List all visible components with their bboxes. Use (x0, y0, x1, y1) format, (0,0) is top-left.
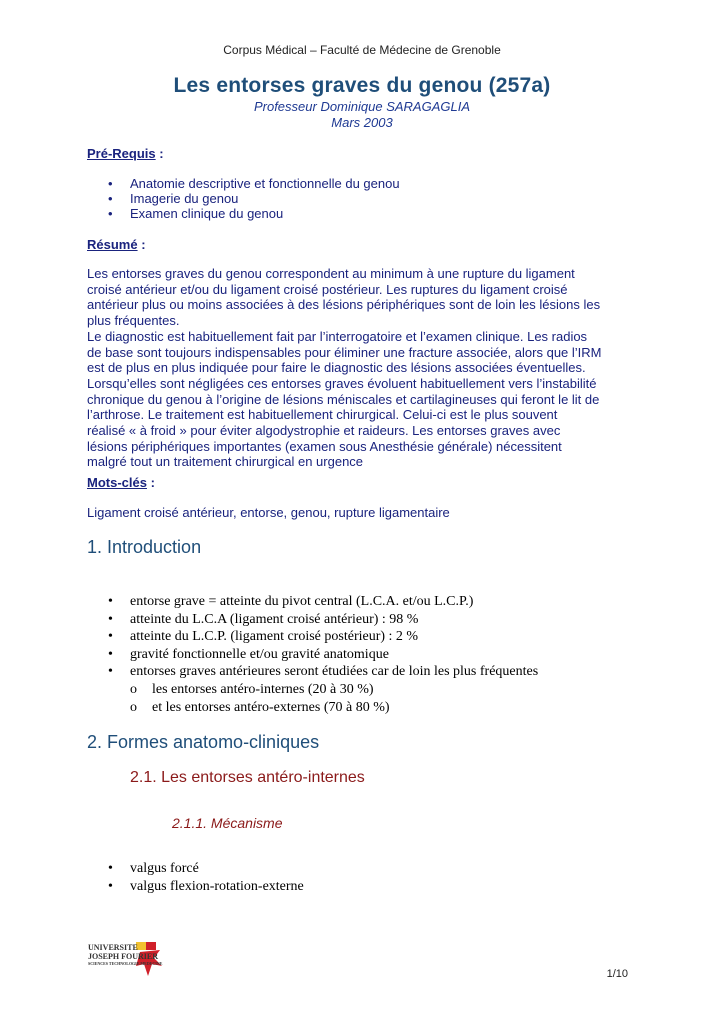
author: Professeur Dominique SARAGAGLIA (253, 99, 471, 114)
logo-wordmark: UNIVERSITE JOSEPH FOURIER SCIENCES TECHNOLOGIE MEDECINE (88, 943, 163, 966)
bullet-icon: • (108, 176, 113, 191)
list-item: o et les entorses antéro-externes (70 à 80 %) (130, 699, 390, 715)
motscles-text: Ligament croisé antérieur, entorse, genou, rupture ligamentaire (87, 505, 450, 520)
motscles-label (87, 475, 155, 490)
resume-label-text: Résumé (87, 237, 138, 252)
motscles-label-text: Mots-clés (87, 475, 147, 490)
prerequis-list (108, 176, 400, 221)
date: Mars 2003 (331, 115, 393, 130)
prerequis-colon: : (159, 146, 164, 161)
prerequis-label-text: Pré-Requis (87, 146, 156, 161)
section-2-1-heading: 2.1. Les entorses antéro-internes (130, 769, 365, 786)
list-item: • Anatomie descriptive et fonctionnelle du genou (108, 176, 400, 191)
resume-paragraph: Les entorses graves du genou correspondent au minimum à une rupture du ligament croisé antérieur et/ou du ligament croisé postérieur. Les ruptures du ligament croisé antérieur plus ou moins associées à des lésions périphériques sont de loin les lésions les plus fréquentes. Le diagnostic est habituellement fait par l’interrogatoire et l’examen clinique. Les radios de base sont toujours indispensables pour éliminer une fracture associée, alors que l’IRM est de plus en plus indiquée pour faire le diagnostic des lésions associées éventuelles. Lorsqu’elles sont négligées ces entorses graves évoluent habituellement vers l’instabilité chronique du genou à l’origine de lésions méniscales et cartilagineuses qui feront le lit de l’arthrose. Le traitement est habituellement chirurgical. Celui-ci est le plus souvent réalisé « à froid » pour éviter algodystrophie et raideurs. Les entorses graves avec lésions périphériques importantes (examen sous Anesthésie générale) nécessitent malgré tout un traitement chirurgical en urgence (87, 266, 602, 470)
bullet-icon: • (108, 646, 113, 662)
list-item: • atteinte du L.C.P. (ligament croisé postérieur) : 2 % (108, 629, 419, 644)
page-number: 1/10 (606, 968, 628, 980)
bullet-icon: • (108, 594, 113, 609)
list-item: o les entorses antéro-internes (20 à 30 %) (130, 682, 374, 697)
university-logo (88, 940, 168, 978)
prerequis-label (87, 146, 164, 161)
section-2-1-1-heading: 2.1.1. Mécanisme (172, 815, 283, 831)
list-item: • entorses graves antérieures seront étudiées car de loin les plus fréquentes (108, 664, 539, 679)
resume-label (87, 237, 146, 252)
section-1-sublist (130, 681, 390, 716)
bullet-icon: • (108, 191, 113, 206)
running-header: Corpus Médical – Faculté de Médecine de Grenoble (223, 43, 501, 57)
list-item: • entorse grave = atteinte du pivot central (L.C.A. et/ou L.C.P.) (108, 594, 474, 609)
list-item: • valgus forcé (108, 861, 199, 876)
list-item: • valgus flexion-rotation-externe (108, 878, 304, 894)
page-title: Les entorses graves du genou (257a) (173, 74, 551, 97)
list-item: • gravité fonctionnelle et/ou gravité anatomique (108, 646, 389, 662)
list-item: • atteinte du L.C.A (ligament croisé antérieur) : 98 % (108, 611, 419, 627)
circle-bullet-icon: o (130, 682, 137, 697)
section-2-list (108, 860, 304, 895)
bullet-icon: • (108, 861, 113, 876)
section-2-heading: 2. Formes anatomo-cliniques (87, 732, 320, 752)
list-item: • Imagerie du genou (108, 191, 239, 206)
bullet-icon: • (108, 611, 113, 627)
resume-colon: : (141, 237, 146, 252)
section-1-heading: 1. Introduction (87, 537, 202, 557)
bullet-icon: • (108, 206, 113, 221)
bullet-icon: • (108, 878, 113, 894)
motscles-colon: : (150, 475, 155, 490)
circle-bullet-icon: o (130, 699, 137, 715)
section-1-list (108, 593, 538, 681)
list-item: • Examen clinique du genou (108, 206, 284, 221)
bullet-icon: • (108, 629, 113, 644)
bullet-icon: • (108, 664, 113, 679)
